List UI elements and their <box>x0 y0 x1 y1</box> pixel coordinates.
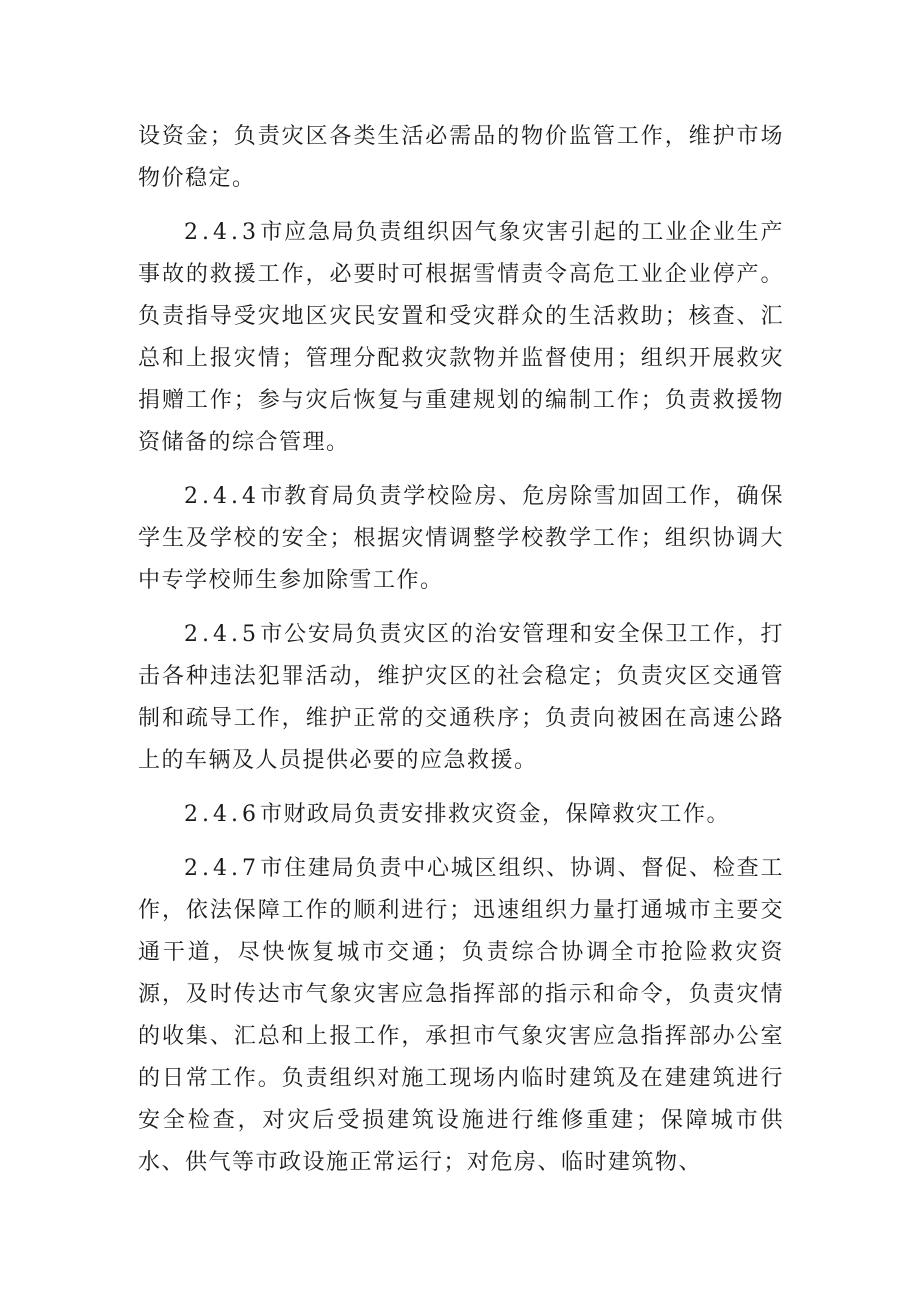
clause-number: 2.4.5 <box>184 622 260 647</box>
clause-number: 2.4.3 <box>184 220 260 245</box>
clause-number: 2.4.4 <box>184 484 260 509</box>
paragraph-2-4-5 <box>138 614 784 782</box>
document-page <box>138 116 784 1196</box>
paragraph-text: 设资金；负责灾区各类生活必需品的物价监管工作，维护市场物价稳定。 <box>138 124 784 191</box>
paragraph-2-4-4 <box>138 476 784 602</box>
paragraph-text: 市住建局负责中心城区组织、协调、督促、检查工作，依法保障工作的顺利进行；迅速组织力量打通城市主要交通干道，尽快恢复城市交通；负责综合协调全市抢险救灾资源，及时传达市气象灾害应急指挥部的指示和命令，负责灾情的收集、汇总和上报工作，承担市气象灾害应急指挥部办公室的日常工作。负责组织对施工现场内临时建筑及在建建筑进行安全检查，对灾后受损建筑设施进行维修重建；保障城市供水、供气等市政设施正常运行；对危房、临时建筑物、 <box>138 856 784 1175</box>
paragraph-text: 市应急局负责组织因气象灾害引起的工业企业生产事故的救援工作，必要时可根据雪情责令高危工业企业停产。负责指导受灾地区灾民安置和受灾群众的生活救助；核查、汇总和上报灾情；管理分配救灾款物并监督使用；组织开展救灾捐赠工作；参与灾后恢复与重建规划的编制工作；负责救援物资储备的综合管理。 <box>138 220 784 455</box>
paragraph-2-4-3 <box>138 212 784 464</box>
paragraph-text: 市财政局负责安排救灾资金，保障救灾工作。 <box>259 802 730 827</box>
paragraph-2-4-6 <box>138 794 784 836</box>
clause-number: 2.4.6 <box>184 802 260 827</box>
paragraph-text: 市公安局负责灾区的治安管理和安全保卫工作，打击各种违法犯罪活动，维护灾区的社会稳定；负责灾区交通管制和疏导工作，维护正常的交通秩序；负责向被困在高速公路上的车辆及人员提供必要的应急救援。 <box>138 622 784 773</box>
paragraph-2-4-7 <box>138 848 784 1184</box>
paragraph-continuation <box>138 116 784 200</box>
paragraph-text: 市教育局负责学校险房、危房除雪加固工作，确保学生及学校的安全；根据灾情调整学校教学工作；组织协调大中专学校师生参加除雪工作。 <box>138 484 784 593</box>
clause-number: 2.4.7 <box>184 856 260 881</box>
